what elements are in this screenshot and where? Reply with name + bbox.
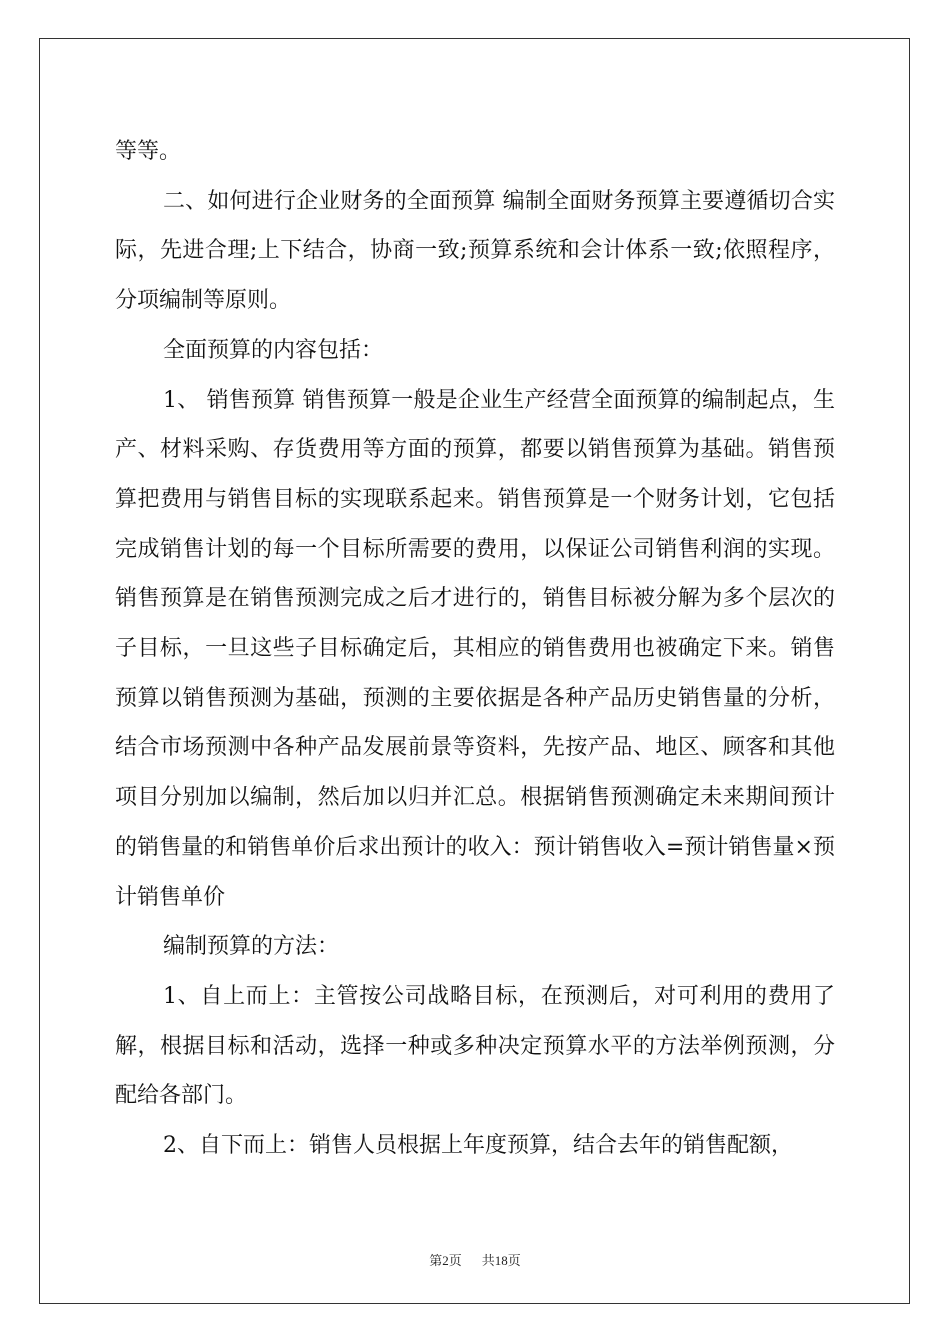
page-number: 第2页	[429, 1253, 462, 1268]
paragraph-continuation: 等等。	[115, 139, 182, 164]
page-footer	[0, 1250, 950, 1269]
page-total: 共18页	[481, 1253, 521, 1268]
paragraph-section-two: 二、如何进行企业财务的全面预算 编制全面财务预算主要遵循切合实际，先进合理;上下结合，协商一致;预算系统和会计体系一致;依照程序，分项编制等原则。	[115, 188, 835, 314]
paragraph-top-down: 1、自上而上：主管按公司战略目标，在预测后，对可利用的费用了解，根据目标和活动，选择一种或多种决定预算水平的方法举例预测，分配给各部门。	[115, 983, 835, 1109]
paragraph-sales-budget: 1、 销售预算 销售预算一般是企业生产经营全面预算的编制起点，生产、材料采购、存货费用等方面的预算，都要以销售预算为基础。销售预算把费用与销售目标的实现联系起来。销售预算是一个财务计划，它包括完成销售计划的每一个目标所需要的费用，以保证公司销售利润的实现。销售预算是在销售预测完成之后才进行的，销售目标被分解为多个层次的子目标，一旦这些子目标确定后，其相应的销售费用也被确定下来。销售预算以销售预测为基础，预测的主要依据是各种产品历史销售量的分析，结合市场预测中各种产品发展前景等资料，先按产品、地区、顾客和其他项目分别加以编制，然后加以归并汇总。根据销售预测确定未来期间预计的销售量的和销售单价后求出预计的收入：预计销售收入=预计销售量×预计销售单价	[115, 387, 835, 910]
document-body	[115, 127, 835, 1171]
paragraph-bottom-up: 2、自下而上：销售人员根据上年度预算，结合去年的销售配额，	[163, 1133, 793, 1159]
paragraph-budget-contents-heading: 全面预算的内容包括：	[163, 337, 384, 363]
paragraph-methods-heading: 编制预算的方法：	[163, 934, 340, 960]
